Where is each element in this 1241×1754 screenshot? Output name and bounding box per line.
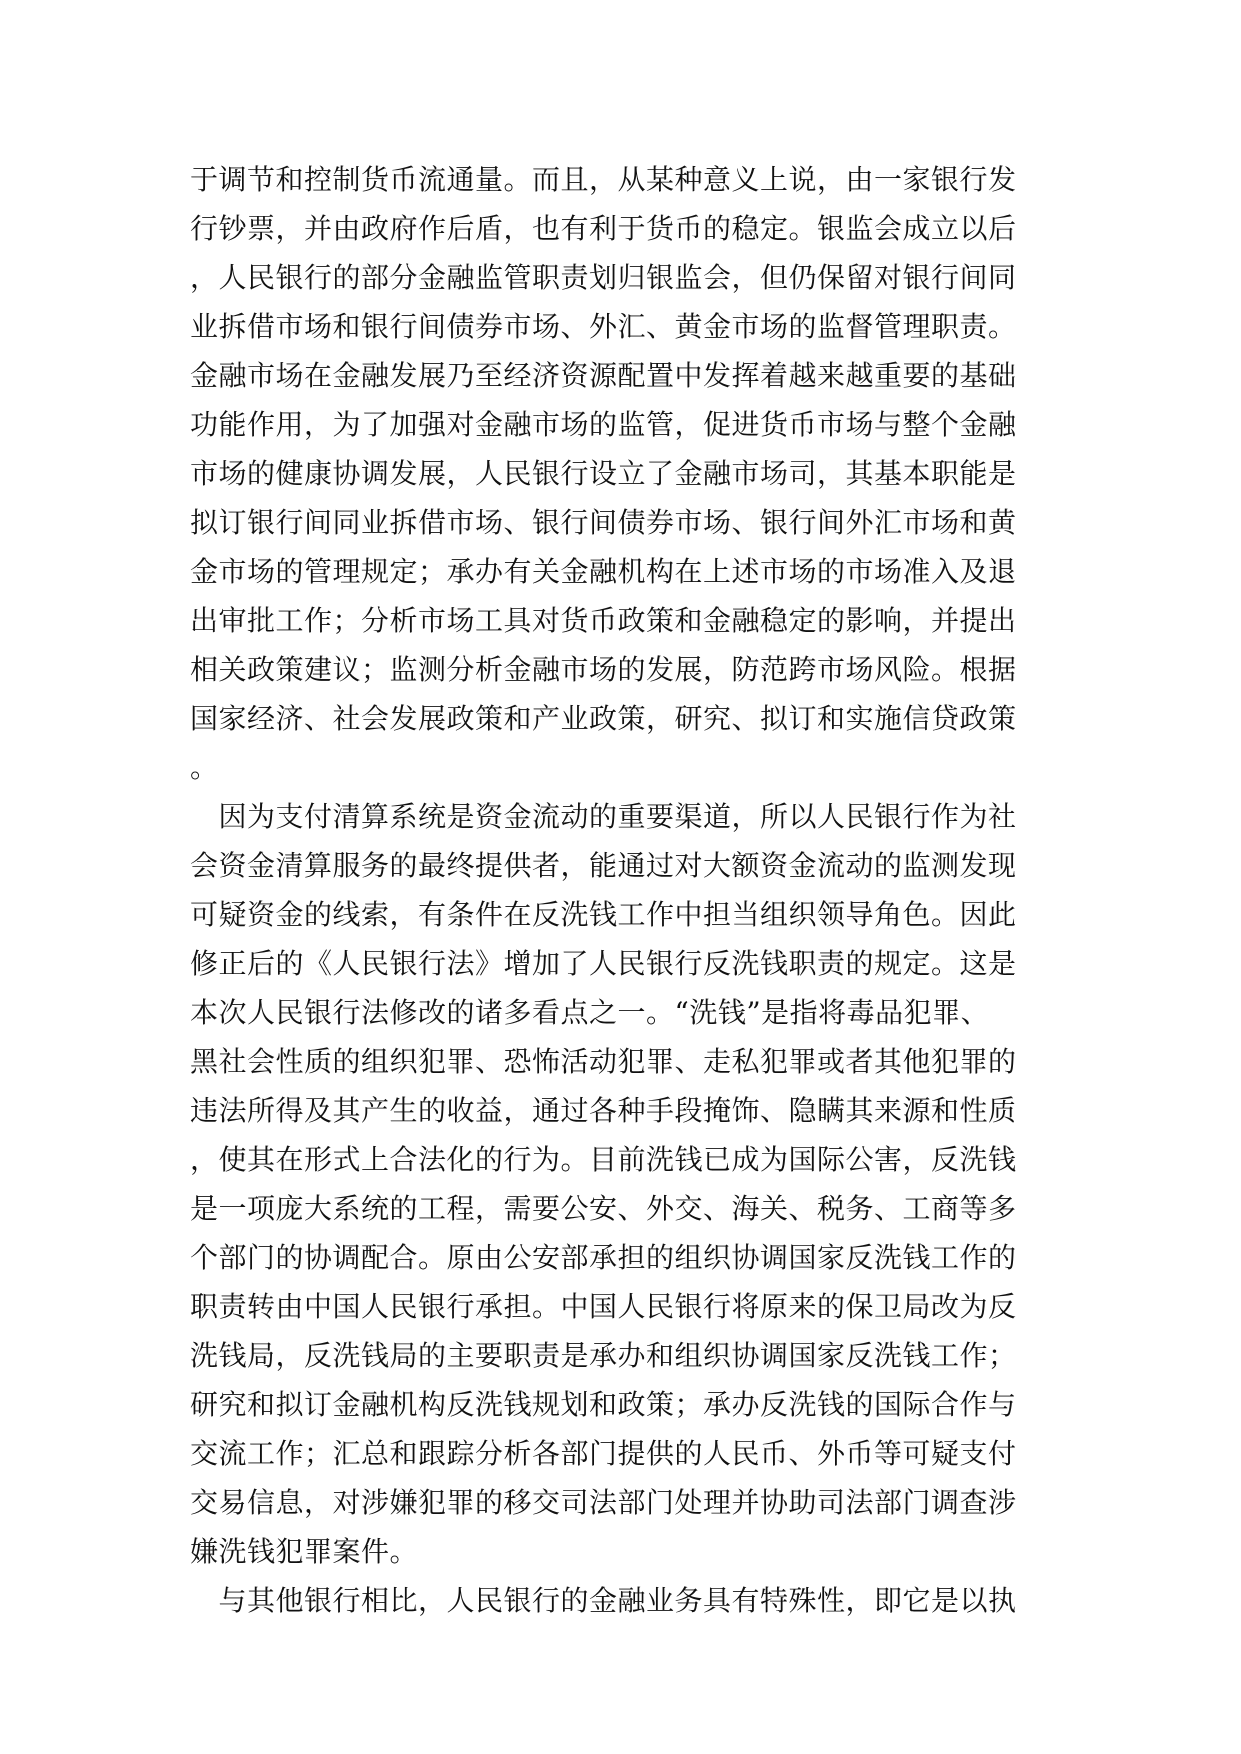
text-line: 金融市场在金融发展乃至经济资源配置中发挥着越来越重要的基础 [190, 359, 1017, 392]
text-line: 交流工作；汇总和跟踪分析各部门提供的人民币、外币等可疑支付 [190, 1437, 1017, 1470]
text-line: 业拆借市场和银行间债券市场、外汇、黄金市场的监督管理职责。 [190, 310, 1017, 343]
text-line: 个部门的协调配合。原由公安部承担的组织协调国家反洗钱工作的 [190, 1241, 1017, 1274]
paragraph-1 [190, 155, 1060, 792]
text-line: 于调节和控制货币流通量。而且，从某种意义上说，由一家银行发 [190, 163, 1017, 196]
text-line: 功能作用，为了加强对金融市场的监管，促进货币市场与整个金融 [190, 408, 1017, 441]
text-line: 可疑资金的线索，有条件在反洗钱工作中担当组织领导角色。因此 [190, 898, 1017, 931]
text-line: 修正后的《人民银行法》增加了人民银行反洗钱职责的规定。这是 [190, 947, 1017, 980]
paragraph-3 [190, 1576, 1060, 1625]
paragraph-2 [190, 792, 1060, 1576]
text-line: 黑社会性质的组织犯罪、恐怖活动犯罪、走私犯罪或者其他犯罪的 [190, 1045, 1017, 1078]
text-line: 研究和拟订金融机构反洗钱规划和政策；承办反洗钱的国际合作与 [190, 1388, 1017, 1421]
text-line: 相关政策建议；监测分析金融市场的发展，防范跨市场风险。根据 [190, 653, 1017, 686]
text-line: 与其他银行相比，人民银行的金融业务具有特殊性，即它是以执 [190, 1584, 1017, 1617]
text-line: 洗钱局，反洗钱局的主要职责是承办和组织协调国家反洗钱工作； [190, 1339, 1017, 1372]
text-line: 出审批工作；分析市场工具对货币政策和金融稳定的影响，并提出 [190, 604, 1017, 637]
text-line: 市场的健康协调发展，人民银行设立了金融市场司，其基本职能是 [190, 457, 1017, 490]
text-line: 因为支付清算系统是资金流动的重要渠道，所以人民银行作为社 [190, 800, 1017, 833]
text-line: 嫌洗钱犯罪案件。 [190, 1535, 419, 1568]
text-line: 。 [190, 751, 219, 784]
document-body [190, 155, 1060, 1625]
text-line: 拟订银行间同业拆借市场、银行间债券市场、银行间外汇市场和黄 [190, 506, 1017, 539]
text-line: 交易信息，对涉嫌犯罪的移交司法部门处理并协助司法部门调查涉 [190, 1486, 1017, 1519]
text-line: ，使其在形式上合法化的行为。目前洗钱已成为国际公害，反洗钱 [190, 1143, 1017, 1176]
text-line: 职责转由中国人民银行承担。中国人民银行将原来的保卫局改为反 [190, 1290, 1017, 1323]
text-line: 国家经济、社会发展政策和产业政策，研究、拟订和实施信贷政策 [190, 702, 1017, 735]
text-line: 行钞票，并由政府作后盾，也有利于货币的稳定。银监会成立以后 [190, 212, 1017, 245]
text-line: 是一项庞大系统的工程，需要公安、外交、海关、税务、工商等多 [190, 1192, 1017, 1225]
text-line: 本次人民银行法修改的诸多看点之一。“洗钱”是指将毒品犯罪、 [190, 996, 990, 1029]
text-line: ，人民银行的部分金融监管职责划归银监会，但仍保留对银行间同 [190, 261, 1017, 294]
text-line: 金市场的管理规定；承办有关金融机构在上述市场的市场准入及退 [190, 555, 1017, 588]
text-line: 会资金清算服务的最终提供者，能通过对大额资金流动的监测发现 [190, 849, 1017, 882]
text-line: 违法所得及其产生的收益，通过各种手段掩饰、隐瞒其来源和性质 [190, 1094, 1017, 1127]
